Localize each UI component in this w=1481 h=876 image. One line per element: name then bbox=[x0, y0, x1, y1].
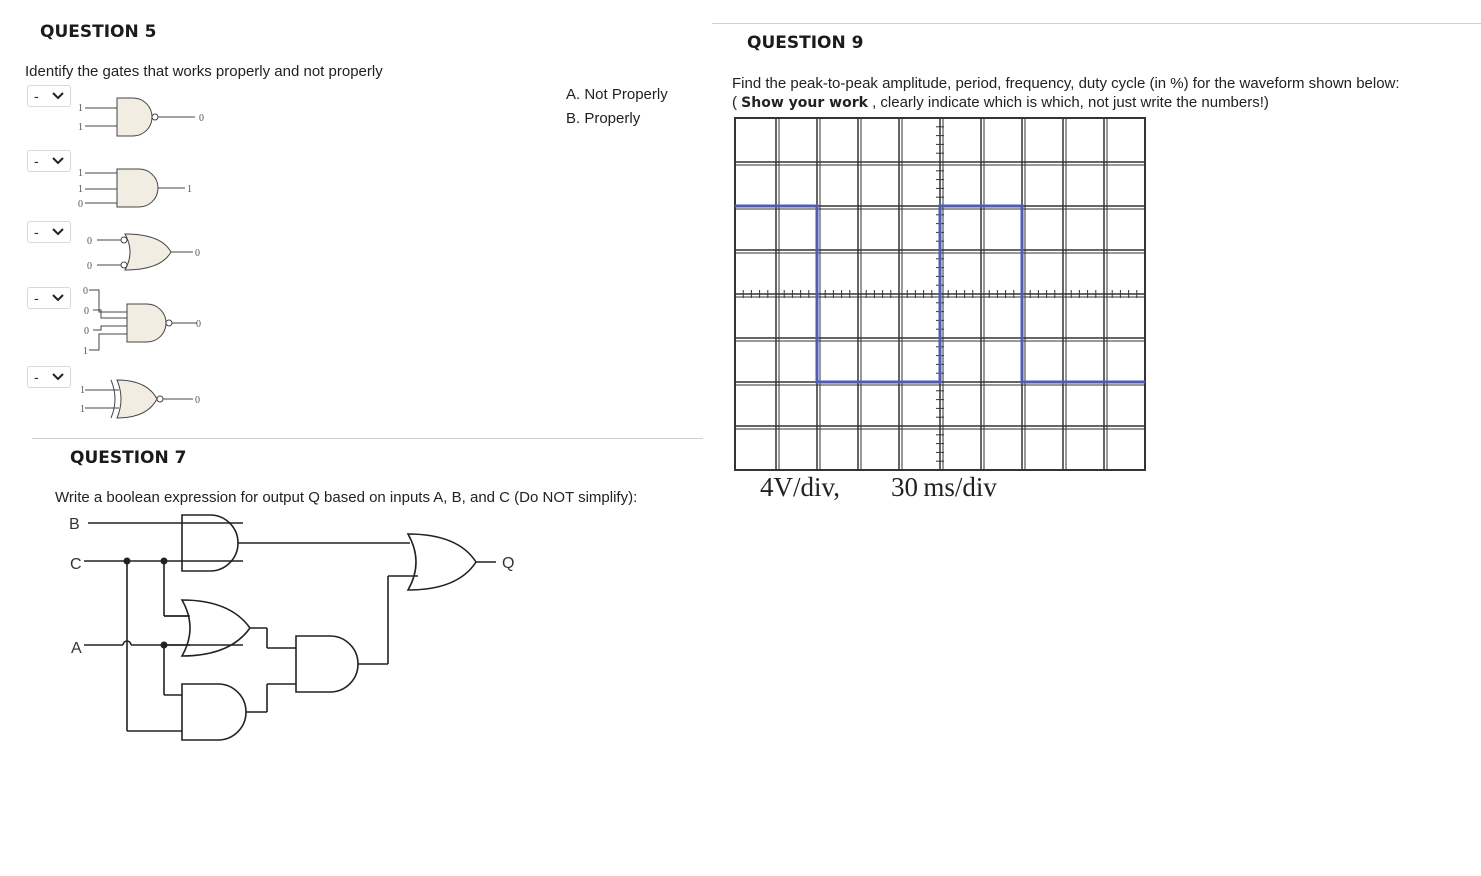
gate-1-select[interactable] bbox=[27, 85, 71, 107]
gate-1-input-2: 1 bbox=[78, 122, 83, 133]
gate-4-input-3: 0 bbox=[84, 326, 89, 337]
question-9-prompt-line2 bbox=[732, 94, 1269, 111]
junction-dot bbox=[161, 558, 168, 565]
chevron-down-icon bbox=[52, 157, 64, 165]
question-7-title: QUESTION 7 bbox=[70, 448, 187, 468]
input-label-c: C bbox=[70, 556, 82, 573]
prompt-open: ( bbox=[732, 94, 742, 111]
gate-5-select[interactable] bbox=[27, 366, 71, 388]
oscilloscope-grid bbox=[733, 116, 1149, 476]
chevron-down-icon bbox=[52, 228, 64, 236]
question-9-prompt-line1: Find the peak-to-peak amplitude, period, frequency, duty cycle (in %) for the waveform shown below: bbox=[732, 75, 1400, 92]
gate-2-input-3: 0 bbox=[78, 199, 83, 210]
option-b: B. Properly bbox=[566, 110, 641, 127]
section-divider bbox=[32, 438, 703, 439]
select-value: - bbox=[34, 369, 39, 385]
gate-2-output: 1 bbox=[187, 184, 192, 195]
question-5-prompt: Identify the gates that works properly and not properly bbox=[25, 63, 383, 80]
chevron-down-icon bbox=[52, 294, 64, 302]
question-9-title: QUESTION 9 bbox=[747, 33, 864, 53]
gate-4-select[interactable] bbox=[27, 287, 71, 309]
gate-3-input-2: 0 bbox=[87, 261, 92, 272]
question-9-divider bbox=[712, 23, 1481, 24]
junction-dot bbox=[124, 558, 131, 565]
gate-5-output: 0 bbox=[195, 395, 200, 406]
select-value: - bbox=[34, 153, 39, 169]
gate-2-select[interactable] bbox=[27, 150, 71, 172]
gate-figures bbox=[75, 90, 215, 430]
gate-2-and bbox=[85, 169, 185, 207]
volts-per-div-label: 4V/div, bbox=[760, 472, 840, 502]
gate-5-xnor bbox=[85, 380, 193, 418]
junction-dot bbox=[161, 642, 168, 649]
input-label-b: B bbox=[69, 516, 80, 533]
option-a: A. Not Properly bbox=[566, 86, 668, 103]
gate-2-input-2: 1 bbox=[78, 184, 83, 195]
input-label-a: A bbox=[71, 640, 82, 657]
select-value: - bbox=[34, 290, 39, 306]
gate-4-input-4: 1 bbox=[83, 346, 88, 357]
gate-2-input-1: 1 bbox=[78, 168, 83, 179]
gate-3-select[interactable] bbox=[27, 221, 71, 243]
gate-4-input-2: 0 bbox=[84, 306, 89, 317]
select-value: - bbox=[34, 224, 39, 240]
gate-1-input-1: 1 bbox=[78, 103, 83, 114]
output-label-q: Q bbox=[502, 555, 515, 572]
gate-5-input-1: 1 bbox=[80, 385, 85, 396]
gate-4-output: 0 bbox=[196, 319, 201, 330]
gate-1-nand bbox=[85, 98, 195, 136]
gate-3-output: 0 bbox=[195, 248, 200, 259]
time-per-div-label: 30 ms/div bbox=[891, 472, 997, 502]
gate-3-or-inverted bbox=[97, 234, 193, 270]
gate-5-input-2: 1 bbox=[80, 404, 85, 415]
question-5-title: QUESTION 5 bbox=[40, 22, 157, 42]
prompt-rest: , clearly indicate which is which, not just write the numbers!) bbox=[867, 94, 1269, 111]
show-work-emphasis: Show your work bbox=[741, 95, 868, 111]
question-7-prompt: Write a boolean expression for output Q based on inputs A, B, and C (Do NOT simplify): bbox=[55, 489, 638, 506]
logic-circuit-diagram bbox=[60, 508, 530, 748]
chevron-down-icon bbox=[52, 373, 64, 381]
gate-1-output: 0 bbox=[199, 113, 204, 124]
gate-4-nand4 bbox=[89, 290, 197, 350]
select-value: - bbox=[34, 88, 39, 104]
chevron-down-icon bbox=[52, 92, 64, 100]
gate-3-input-1: 0 bbox=[87, 236, 92, 247]
gate-4-input-1: 0 bbox=[83, 286, 88, 297]
